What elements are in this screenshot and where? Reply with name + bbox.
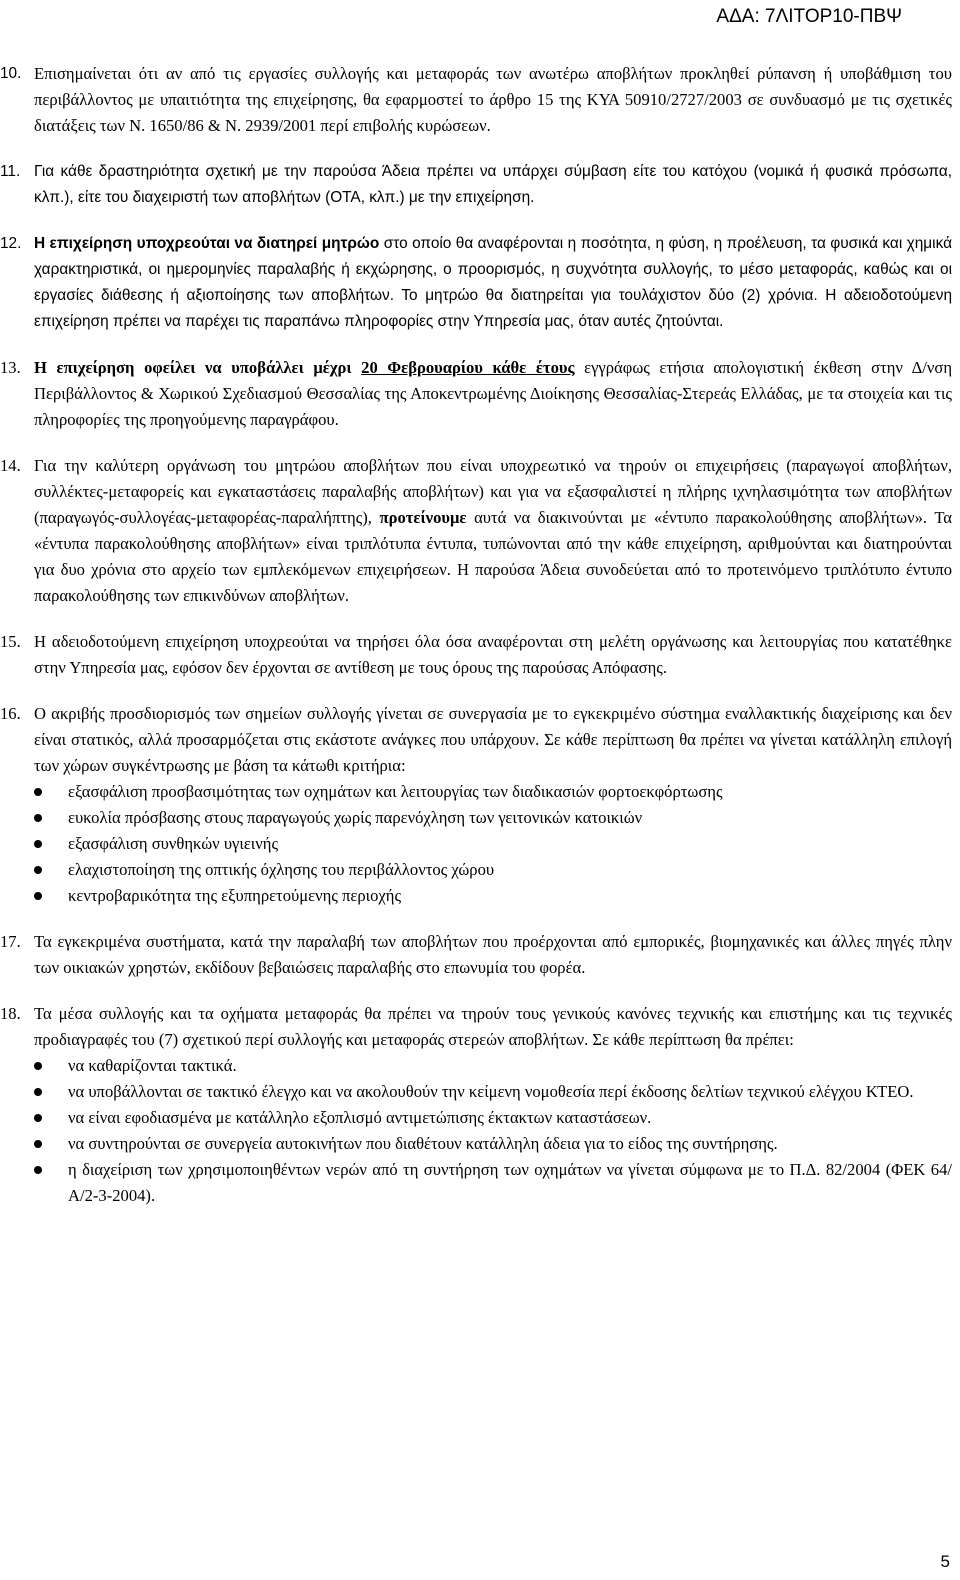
- bullet-icon: [34, 1114, 42, 1122]
- paragraph-number: 17.: [0, 932, 21, 951]
- paragraph-text: Τα εγκεκριμένα συστήματα, κατά την παραλαβή των αποβλήτων που προέρχονται από εμπορικές, βιομηχανικές και άλλες πηγές πλην των οικιακών χρηστών, εκδίδουν βεβαιώσεις παραλαβής στο επωνυμία του φορέα.: [34, 932, 952, 977]
- paragraph-18: [0, 1001, 952, 1053]
- paragraph-number: 14.: [0, 456, 21, 475]
- paragraph-16: [0, 701, 952, 779]
- paragraph-number: 13.: [0, 358, 21, 377]
- list-item: κεντροβαρικότητα της εξυπηρετούμενης περιοχής: [34, 883, 952, 909]
- paragraph-17: [0, 929, 952, 981]
- list-item: ελαχιστοποίηση της οπτικής όχλησης του περιβάλλοντος χώρου: [34, 857, 952, 883]
- paragraph-12: [0, 231, 952, 335]
- bullet-icon: [34, 1062, 42, 1070]
- list-item: ευκολία πρόσβασης στους παραγωγούς χωρίς παρενόχληση των γειτονικών κατοικιών: [34, 805, 952, 831]
- paragraph-15: [0, 629, 952, 681]
- paragraph-text: Για κάθε δραστηριότητα σχετική με την παρούσα Άδεια πρέπει να υπάρχει σύμβαση είτε του κατόχου (νομικά ή φυσικά πρόσωπα, κλπ.), είτε του διαχειριστή των αποβλήτων (ΟΤΑ, κλπ.) με την επιχείρηση.: [34, 163, 952, 206]
- paragraph-number: 15.: [0, 632, 21, 651]
- criteria-list: [34, 779, 952, 909]
- paragraph-text: αυτά να διακινούνται με «έντυπο παρακολούθησης αποβλήτων». Τα «έντυπα παρακολούθησης αποβλήτων» είναι τριπλότυπα έντυπα, τυπώνονται από την κάθε επιχείρηση, αριθμούνται και διατηρούνται για δυο χρόνια στο αρχείο των εμπλεκόμενων επιχειρήσεων. Η παρούσα Άδεια συνοδεύεται από το προτεινόμενο τριπλότυπο έντυπο παρακολούθησης των επικινδύνων αποβλήτων.: [34, 508, 953, 605]
- list-item: να συντηρούνται σε συνεργεία αυτοκινήτων που διαθέτουν κατάλληλη άδεια για το είδος της συντήρησης.: [34, 1131, 952, 1157]
- document-body: [0, 61, 953, 1209]
- list-item: να είναι εφοδιασμένα με κατάλληλο εξοπλισμό αντιμετώπισης έκτακτων καταστάσεων.: [34, 1105, 952, 1131]
- vehicle-requirements-list: [34, 1053, 952, 1209]
- paragraph-14: [0, 453, 953, 609]
- paragraph-bold-text: προτείνουμε: [379, 508, 467, 527]
- bullet-icon: [34, 788, 42, 796]
- bullet-icon: [34, 840, 42, 848]
- bullet-icon: [34, 866, 42, 874]
- bullet-icon: [34, 1140, 42, 1148]
- paragraph-bold-text: Η επιχείρηση οφείλει να υποβάλλει μέχρι: [34, 358, 362, 377]
- paragraph-number: 18.: [0, 1004, 21, 1023]
- list-item: να καθαρίζονται τακτικά.: [34, 1053, 952, 1079]
- paragraph-text: εγγράφως ετήσια απολογιστική έκθεση στην Δ/νση Περιβάλλοντος & Χωρικού Σχεδιασμού Θεσσαλίας της Αποκεντρωμένης Διοίκησης Θεσσαλίας-Στερεάς Ελλάδας, με τα στοιχεία και τις πληροφορίες της προηγούμενης παραγράφου.: [34, 358, 953, 429]
- paragraph-10: [0, 61, 952, 139]
- ada-header: ΑΔΑ: 7ΛΙΤΟΡ10-ΠΒΨ: [716, 6, 902, 27]
- bullet-icon: [34, 814, 42, 822]
- list-item: η διαχείριση των χρησιμοποιηθέντων νερών από τη συντήρηση των οχημάτων να γίνεται σύμφωνα με το Π.Δ. 82/2004 (ΦΕΚ 64/Α/2-3-2004).: [34, 1157, 952, 1209]
- list-item: εξασφάλιση προσβασιμότητας των οχημάτων και λειτουργίας των διαδικασιών φορτοεκφόρτωσης: [34, 779, 952, 805]
- paragraph-11: [0, 159, 952, 211]
- paragraph-text: Για την καλύτερη οργάνωση του μητρώου αποβλήτων που είναι υποχρεωτικό να τηρούν οι επιχειρήσεις (παραγωγοί αποβλήτων, συλλέκτες-μεταφορείς και εγκαταστάσεις παραλαβής αποβλήτων) και για να εξασφαλιστεί η πλήρης ιχνηλασιμότητα των αποβλήτων (παραγωγός-συλλογέας-μεταφορέας-παραλήπτης),: [34, 456, 952, 527]
- list-item: να υποβάλλονται σε τακτικό έλεγχο και να ακολουθούν την κείμενη νομοθεσία περί έκδοσης δελτίων τεχνικού ελέγχου ΚΤΕΟ.: [34, 1079, 952, 1105]
- bullet-icon: [34, 1166, 42, 1174]
- paragraph-bold-text: Η επιχείρηση υποχρεούται να διατηρεί μητρώο: [34, 235, 380, 252]
- paragraph-text: Τα μέσα συλλογής και τα οχήματα μεταφοράς θα πρέπει να τηρούν τους γενικούς κανόνες τεχνικής και επιστήμης και τις τεχνικές προδιαγραφές του (7) σχετικού περί συλλογής και μεταφοράς στερεών αποβλήτων. Σε κάθε περίπτωση θα πρέπει:: [34, 1004, 952, 1049]
- list-item: εξασφάλιση συνθηκών υγιεινής: [34, 831, 952, 857]
- paragraph-text: Η αδειοδοτούμενη επιχείρηση υποχρεούται να τηρήσει όλα όσα αναφέρονται στη μελέτη οργάνωσης και λειτουργίας που κατατέθηκε στην Υπηρεσία μας, εφόσον δεν έρχονται σε αντίθεση με τους όρους της παρούσας Απόφασης.: [34, 632, 952, 677]
- bullet-icon: [34, 892, 42, 900]
- paragraph-text: στο οποίο θα αναφέρονται η ποσότητα, η φύση, η προέλευση, τα φυσικά και χημικά χαρακτηριστικά, οι ημερομηνίες παραλαβής ή εκχώρησης, ο προορισμός, η συχνότητα συλλογής, το μέσο μεταφοράς, καθώς και οι εργασίες διάθεσης ή αξιοποίησης των αποβλήτων. Το μητρώο θα διατηρείται για τουλάχιστον δύο (2) χρόνια. Η αδειοδοτούμενη επιχείρηση πρέπει να παρέχει τις παραπάνω πληροφορίες στην Υπηρεσία μας, όταν αυτές ζητούνται.: [34, 235, 952, 330]
- paragraph-13: [0, 355, 953, 433]
- deadline-underlined: 20 Φεβρουαρίου κάθε έτους: [361, 358, 575, 377]
- paragraph-number: 12.: [0, 235, 22, 252]
- paragraph-text: Επισημαίνεται ότι αν από τις εργασίες συλλογής και μεταφοράς των ανωτέρω αποβλήτων προκληθεί ρύπανση ή υποβάθμιση του περιβάλλοντος με υπαιτιότητα της επιχείρησης, θα εφαρμοστεί το άρθρο 15 της ΚΥΑ 50910/2727/2003 σε συνδυασμό με τις σχετικές διατάξεις των Ν. 1650/86 & Ν. 2939/2001 περί επιβολής κυρώσεων.: [34, 64, 952, 135]
- paragraph-number: 16.: [0, 704, 21, 723]
- bullet-icon: [34, 1088, 42, 1096]
- paragraph-number: 11.: [0, 163, 21, 180]
- paragraph-text: Ο ακριβής προσδιορισμός των σημείων συλλογής γίνεται σε συνεργασία με το εγκεκριμένο σύστημα εναλλακτικής διαχείρισης και δεν είναι στατικός, αλλά προσαρμόζεται στις εκάστοτε ανάγκες που υπάρχουν. Σε κάθε περίπτωση θα πρέπει να γίνεται κατάλληλη επιλογή των χώρων συγκέντρωσης με βάση τα κάτωθι κριτήρια:: [34, 704, 952, 775]
- paragraph-number: 10.: [0, 65, 22, 82]
- page-number: 5: [940, 1552, 950, 1571]
